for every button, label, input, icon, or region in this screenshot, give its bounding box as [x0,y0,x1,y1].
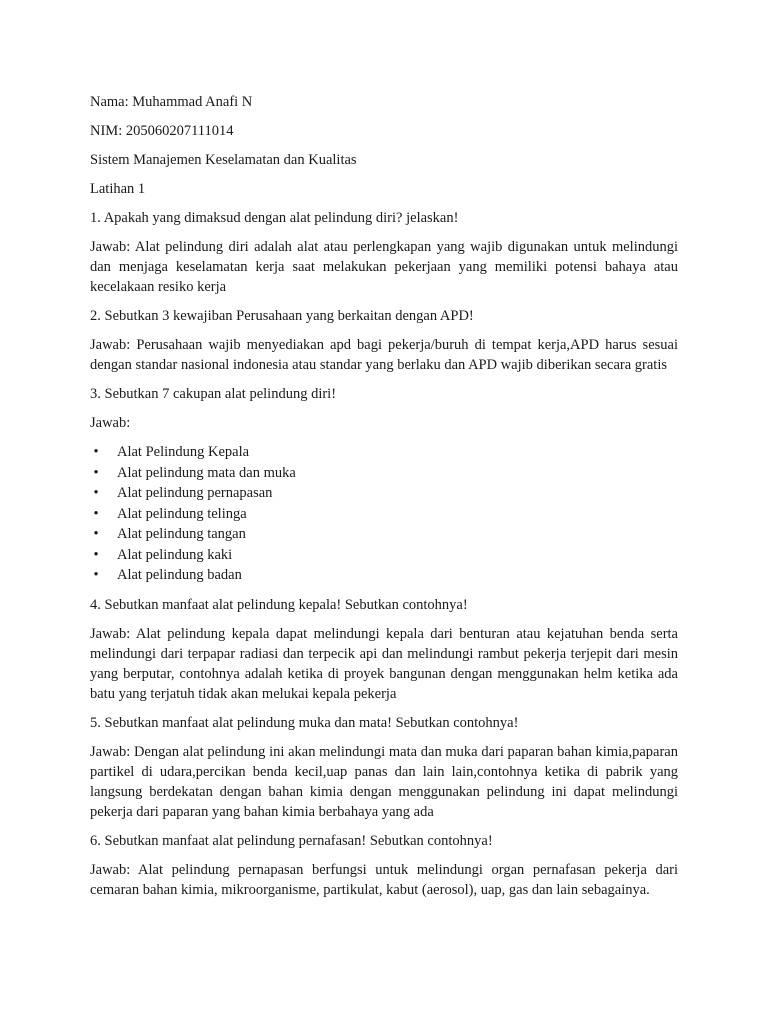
question-6: 6. Sebutkan manfaat alat pelindung pernafasan! Sebutkan contohnya! [90,832,493,849]
list-item: • Alat pelindung kaki [90,545,678,566]
ppe-scope-list [90,442,678,586]
bullet-icon: • [93,567,99,583]
answer-1: Jawab: Alat pelindung diri adalah alat atau perlengkapan yang wajib digunakan untuk melindungi dan menjaga keselamatan kerja saat melakukan pekerjaan yang memiliki potensi bahaya atau kecelakaan resiko kerja [90,239,678,295]
list-item: • Alat Pelindung Kepala [90,442,678,463]
list-item: • Alat pelindung mata dan muka [90,463,678,484]
course-title: Sistem Manajemen Keselamatan dan Kualitas [90,152,357,168]
bullet-icon: • [93,464,99,481]
question-2: 2. Sebutkan 3 kewajiban Perusahaan yang berkaitan dengan APD! [90,308,474,324]
bullet-icon: • [93,546,99,563]
list-item: • Alat pelindung telinga [90,504,678,525]
list-item: • Alat pelindung badan [90,565,678,586]
question-5: 5. Sebutkan manfaat alat pelindung muka dan mata! Sebutkan contohnya! [90,714,519,731]
bullet-icon: • [93,444,99,460]
question-1: 1. Apakah yang dimaksud dengan alat pelindung diri? jelaskan! [90,210,459,226]
answer-5: Jawab: Dengan alat pelindung ini akan melindungi mata dan muka dari paparan bahan kimia,paparan partikel di udara,percikan benda kecil,uap panas dan lain lain,contohnya ketika di pabrik yang langsung berdekatan dengan bahan kimia dengan menggunakan pelindung ini dapat melindungi pekerja dari paparan yang bahan kimia berbahaya yang ada [90,743,678,820]
list-item: • Alat pelindung tangan [90,524,678,545]
answer-4: Jawab: Alat pelindung kepala dapat melindungi kepala dari benturan atau kejatuhan benda serta melindungi dari terpapar radiasi dan terpecik api dan melindungi rambut pekerja terjepit dari mesin yang berputar, contohnya adalah ketika di proyek bangunan dengan menggunakan helm ketika ada batu yang terjatuh tidak akan melukai kepala pekerja [90,625,678,702]
bullet-icon: • [93,505,99,522]
bullet-icon: • [93,526,99,542]
answer-6: Jawab: Alat pelindung pernapasan berfungsi untuk melindungi organ pernafasan pekerja dari cemaran bahan kimia, mikroorganisme, partikulat, kabut (aerosol), uap, gas dan lain sebagainya. [90,861,678,898]
student-name: Nama: Muhammad Anafi N [90,94,253,110]
answer-2: Jawab: Perusahaan wajib menyediakan apd bagi pekerja/buruh di tempat kerja,APD harus sesuai dengan standar nasional indonesia atau standar yang berlaku dan APD wajib diberikan secara gratis [90,337,678,373]
question-3: 3. Sebutkan 7 cakupan alat pelindung diri! [90,386,337,402]
bullet-icon: • [93,485,99,501]
exercise-title: Latihan 1 [90,181,146,197]
document-page [90,92,678,909]
question-4: 4. Sebutkan manfaat alat pelindung kepala! Sebutkan contohnya! [90,596,468,613]
student-nim: NIM: 205060207111014 [90,123,234,139]
answer-3: Jawab: [90,415,131,431]
list-item: • Alat pelindung pernapasan [90,483,678,504]
